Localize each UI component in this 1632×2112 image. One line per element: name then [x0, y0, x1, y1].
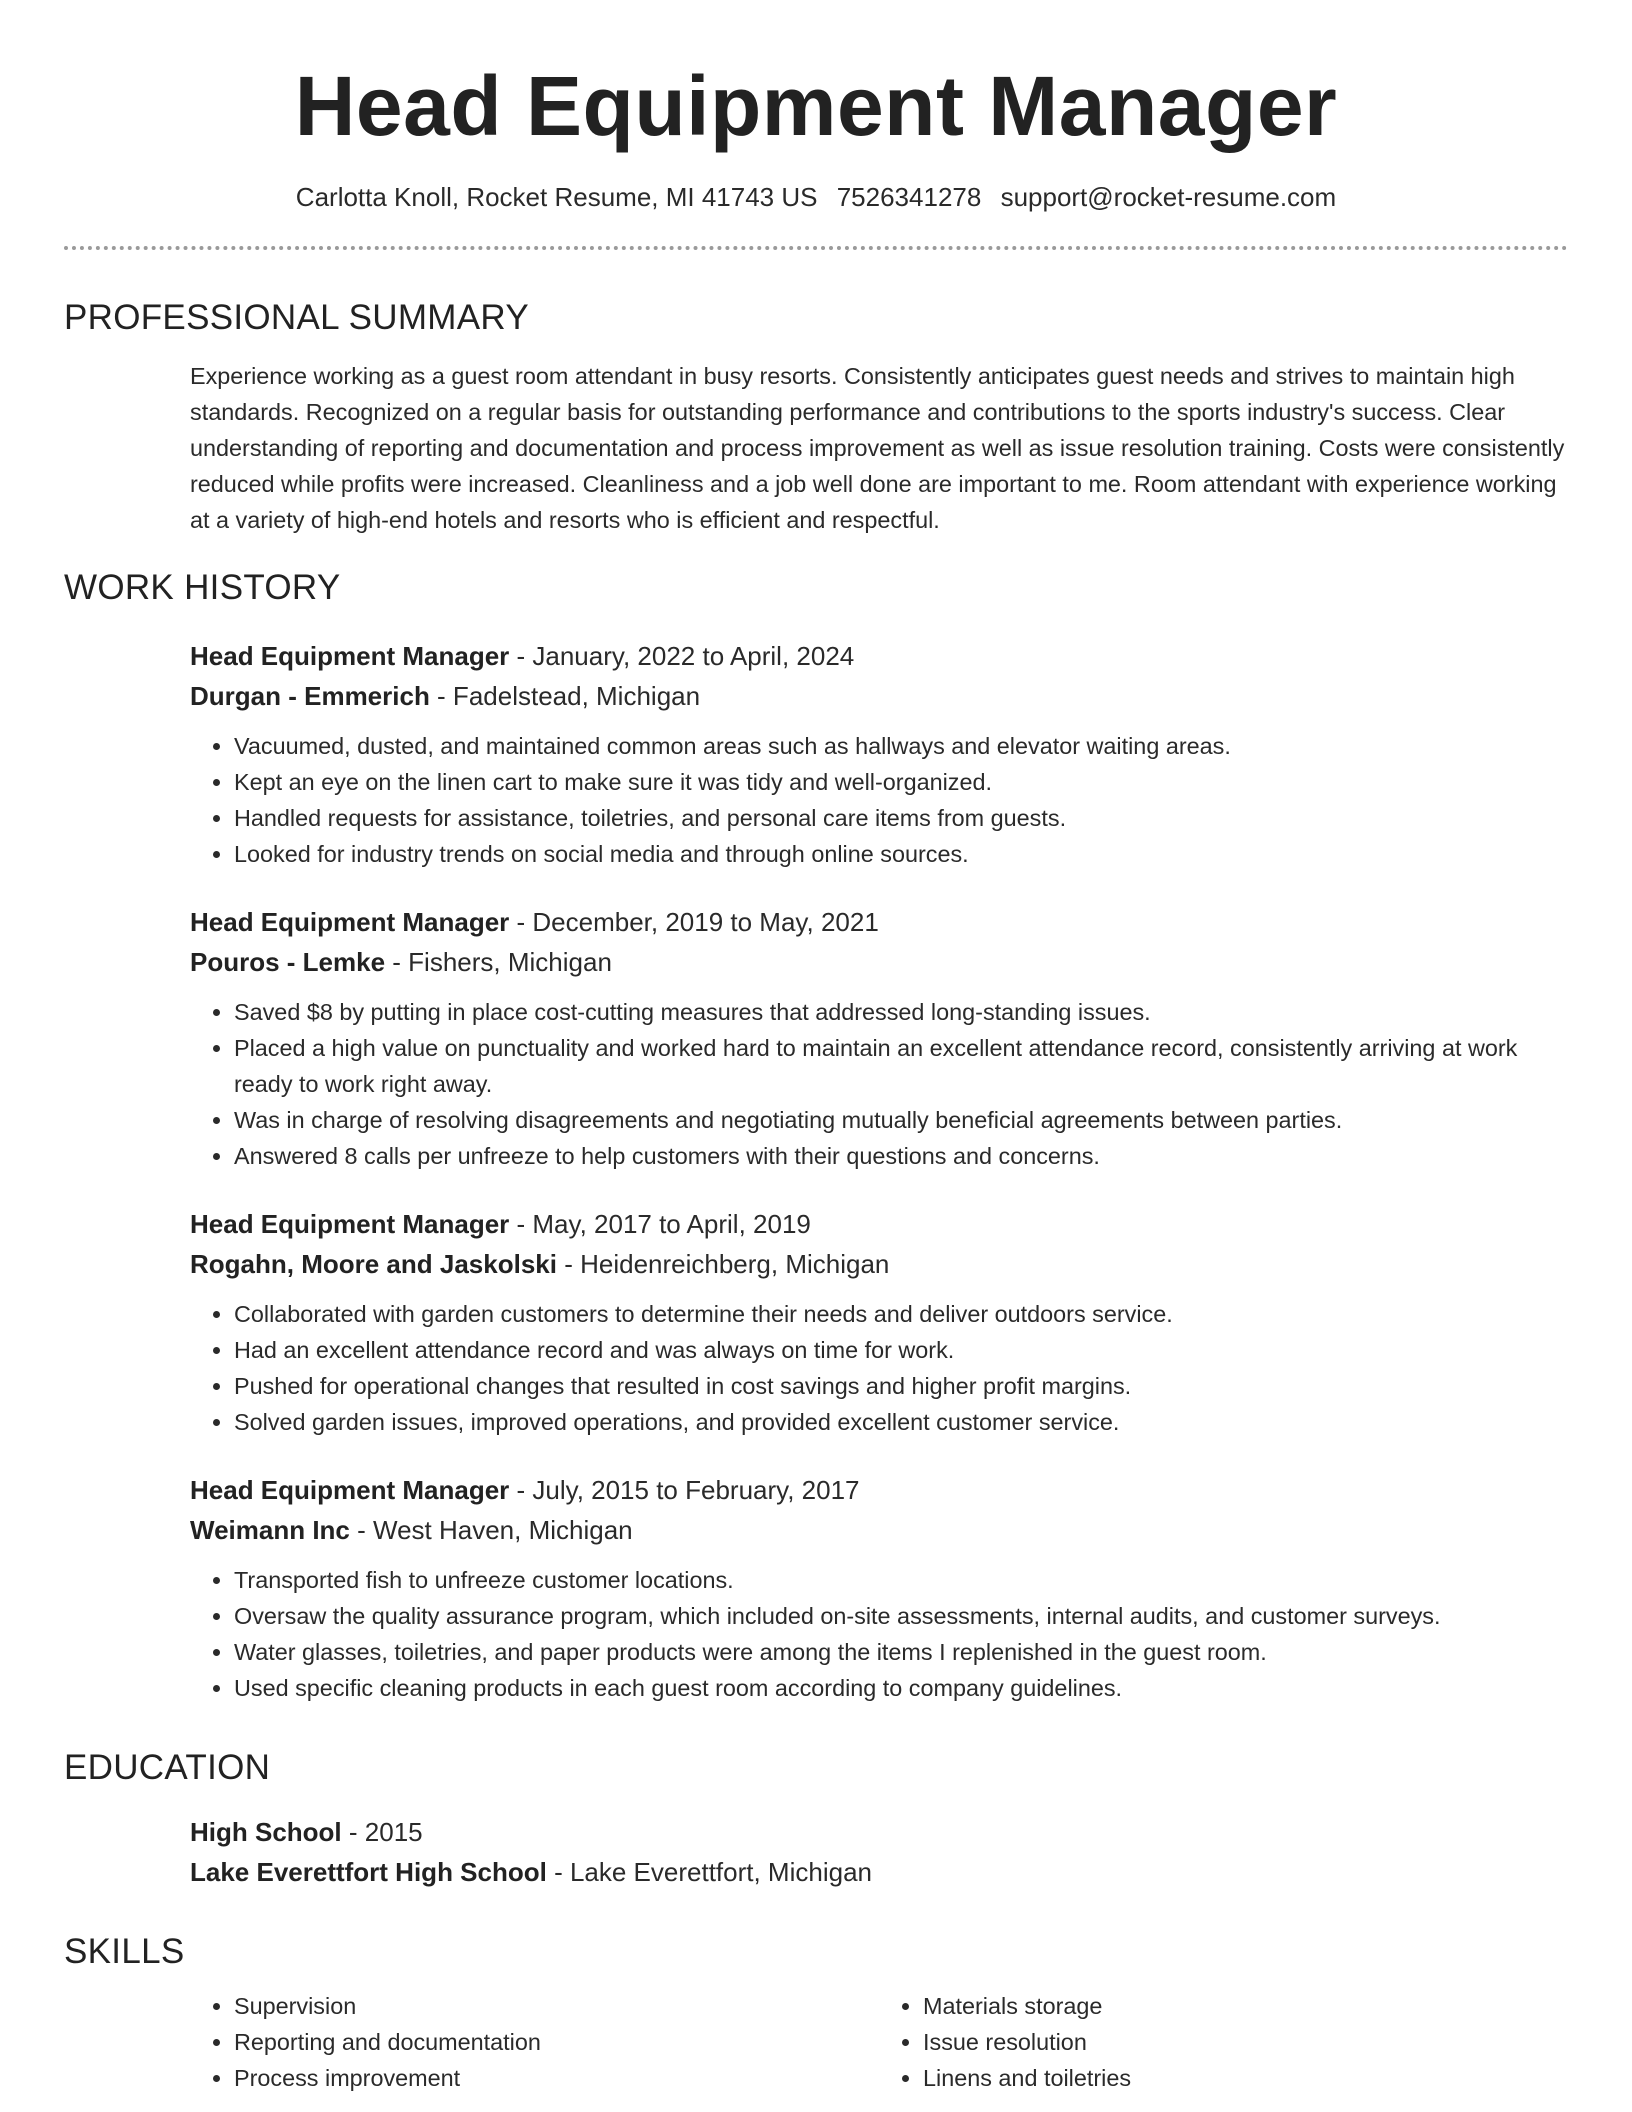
section-title-education: EDUCATION [64, 1748, 271, 1787]
job-role: Head Equipment Manager [190, 907, 510, 937]
contact-line [64, 180, 1568, 214]
contact-email: support@rocket-resume.com [1000, 182, 1337, 212]
job-location: - Fadelstead, Michigan [429, 681, 701, 711]
job-company-line [190, 942, 1568, 982]
job-bullet: • Oversaw the quality assurance program, which included on-site assessments, internal audits, and customer surveys. [234, 1598, 1568, 1634]
contact-phone: 7526341278 [836, 182, 982, 212]
skills-column-right [879, 1988, 1568, 2096]
job-entry [190, 636, 1568, 872]
contact-address: Carlotta Knoll, Rocket Resume, MI 41743 US [295, 182, 818, 212]
job-role: Head Equipment Manager [190, 1209, 510, 1239]
education-school: Lake Everettfort High School [190, 1857, 547, 1887]
job-bullets [190, 994, 1568, 1174]
job-bullet: • Vacuumed, dusted, and maintained common areas such as hallways and elevator waiting areas. [234, 728, 1568, 764]
job-bullet: • Pushed for operational changes that resulted in cost savings and higher profit margins. [234, 1368, 1568, 1404]
job-role: Head Equipment Manager [190, 641, 510, 671]
resume-title: Head Equipment Manager [294, 59, 1338, 153]
job-dates: - July, 2015 to February, 2017 [509, 1475, 860, 1505]
job-bullets [190, 728, 1568, 872]
job-bullet: • Water glasses, toiletries, and paper products were among the items I replenished in the guest room. [234, 1634, 1568, 1670]
job-entry [190, 902, 1568, 1174]
job-role-line [190, 1204, 1568, 1244]
job-bullet: • Had an excellent attendance record and was always on time for work. [234, 1332, 1568, 1368]
job-company-line [190, 1510, 1568, 1550]
job-bullets [190, 1296, 1568, 1440]
job-bullet: • Saved $8 by putting in place cost-cutting measures that addressed long-standing issues. [234, 994, 1568, 1030]
job-bullet: • Solved garden issues, improved operations, and provided excellent customer service. [234, 1404, 1568, 1440]
job-entry [190, 1470, 1568, 1706]
job-bullet: • Collaborated with garden customers to determine their needs and deliver outdoors service. [234, 1296, 1568, 1332]
job-location: - Heidenreichberg, Michigan [556, 1249, 890, 1279]
skill-item: • Supervision [234, 1988, 879, 2024]
job-role-line [190, 636, 1568, 676]
job-company: Pouros - Lemke [190, 947, 386, 977]
education-degree-line [190, 1812, 1568, 1852]
skills-grid [64, 1974, 1568, 2096]
job-bullet: • Kept an eye on the linen cart to make sure it was tidy and well-organized. [234, 764, 1568, 800]
job-bullet: • Handled requests for assistance, toiletries, and personal care items from guests. [234, 800, 1568, 836]
job-bullet: • Was in charge of resolving disagreements and negotiating mutually beneficial agreements between parties. [234, 1102, 1568, 1138]
job-company-line [190, 1244, 1568, 1284]
job-role-line [190, 902, 1568, 942]
job-bullet: • Used specific cleaning products in each guest room according to company guidelines. [234, 1670, 1568, 1706]
job-location: - West Haven, Michigan [349, 1515, 633, 1545]
section-title-work-history: WORK HISTORY [64, 568, 341, 607]
job-company: Durgan - Emmerich [190, 681, 430, 711]
summary-block [64, 358, 1568, 538]
job-dates: - December, 2019 to May, 2021 [509, 907, 879, 937]
education-block [64, 1812, 1568, 1892]
job-bullets [190, 1562, 1568, 1706]
job-bullet: • Looked for industry trends on social media and through online sources. [234, 836, 1568, 872]
skill-item: • Materials storage [923, 1988, 1568, 2024]
job-bullet: • Answered 8 calls per unfreeze to help customers with their questions and concerns. [234, 1138, 1568, 1174]
work-history-list [64, 636, 1568, 1706]
job-company: Rogahn, Moore and Jaskolski [190, 1249, 557, 1279]
education-degree: High School [190, 1817, 342, 1847]
summary-text: Experience working as a guest room attendant in busy resorts. Consistently anticipates guest needs and strives to maintain high standards. Recognized on a regular basis for outstanding performance and contributions to the sports industry's success. Clear understanding of reporting and documentation and process improvement as well as issue resolution training. Costs were consistently reduced while profits were increased. Cleanliness and a job well done are important to me. Room attendant with experience working at a variety of high-end hotels and resorts who is efficient and respectful. [190, 363, 1565, 533]
job-company-line [190, 676, 1568, 716]
skill-item: • Reporting and documentation [234, 2024, 879, 2060]
job-role-line [190, 1470, 1568, 1510]
section-title-summary: PROFESSIONAL SUMMARY [64, 298, 529, 337]
skills-column-left [190, 1988, 879, 2096]
header-divider [64, 246, 1568, 250]
job-dates: - May, 2017 to April, 2019 [509, 1209, 811, 1239]
skill-item: • Linens and toiletries [923, 2060, 1568, 2096]
education-year: - 2015 [341, 1817, 423, 1847]
job-role: Head Equipment Manager [190, 1475, 510, 1505]
education-location: - Lake Everettfort, Michigan [546, 1857, 872, 1887]
section-title-skills: SKILLS [64, 1932, 185, 1971]
job-location: - Fishers, Michigan [385, 947, 612, 977]
education-school-line [190, 1852, 1568, 1892]
job-entry [190, 1204, 1568, 1440]
skill-item: • Process improvement [234, 2060, 879, 2096]
job-dates: - January, 2022 to April, 2024 [509, 641, 855, 671]
job-bullet: • Transported fish to unfreeze customer locations. [234, 1562, 1568, 1598]
job-company: Weimann Inc [190, 1515, 350, 1545]
skill-item: • Issue resolution [923, 2024, 1568, 2060]
job-bullet: • Placed a high value on punctuality and worked hard to maintain an excellent attendance record, consistently arriving at work ready to work right away. [234, 1030, 1568, 1102]
